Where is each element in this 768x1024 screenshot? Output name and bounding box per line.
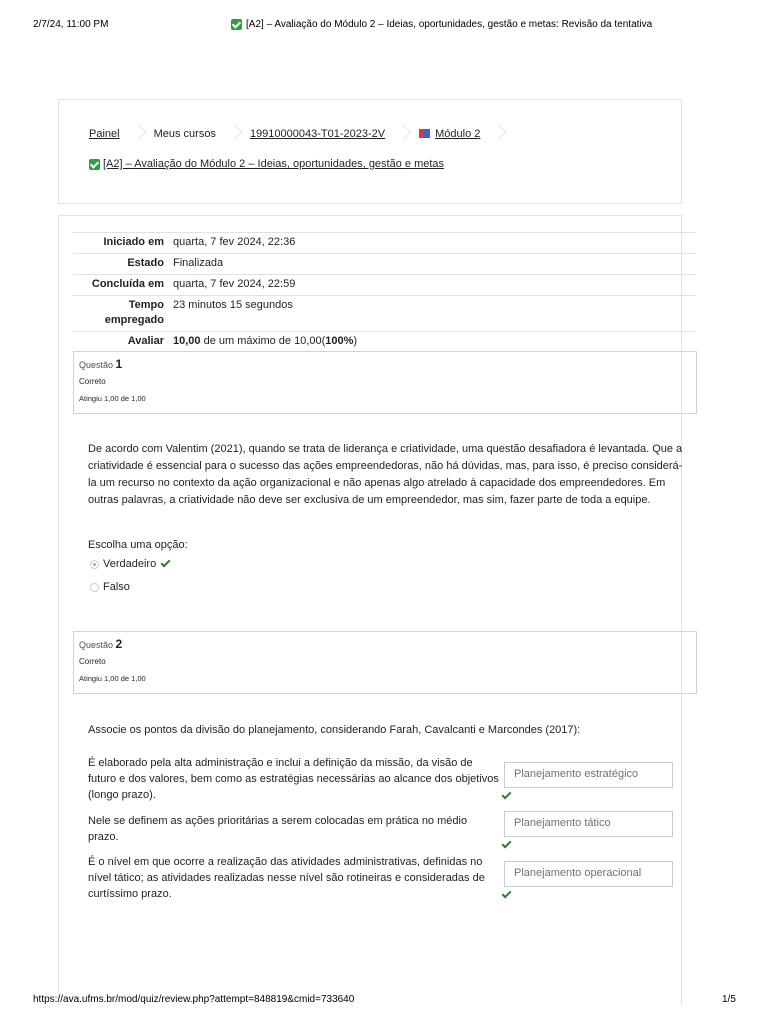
correct-check-icon bbox=[161, 558, 171, 568]
summary-row bbox=[73, 274, 696, 295]
breadcrumb-quiz-link[interactable]: [A2] – Avaliação do Módulo 2 – Ideias, oportunidades, gestão e metas bbox=[103, 158, 445, 170]
summary-value: quarta, 7 fev 2024, 22:36 bbox=[173, 236, 296, 248]
choose-option-prompt: Escolha uma opção: bbox=[88, 539, 188, 551]
summary-row bbox=[73, 295, 696, 331]
breadcrumb-separator-icon bbox=[229, 124, 237, 144]
breadcrumb-separator-icon bbox=[493, 124, 501, 144]
question-number-value: 1 bbox=[115, 357, 123, 371]
question-number bbox=[79, 357, 691, 373]
option-falso[interactable] bbox=[90, 581, 130, 593]
quiz-review bbox=[58, 215, 682, 1005]
breadcrumb-painel[interactable]: Painel bbox=[89, 128, 120, 140]
correct-check-icon bbox=[502, 839, 512, 849]
option-label: Verdadeiro bbox=[103, 558, 157, 570]
question-text: De acordo com Valentim (2021), quando se trata de liderança e criatividade, uma questão desafiadora é levantada. Que a criatividade é essencial para o sucesso das ações empreendedoras, não há dúvidas, mas, para isso, é preciso considerá-la um recurso no contexto da ação organizacional e não apenas algo atrelado à capacidade dos empreendedores. Em outras palavras, a criatividade não deve ser exclusiva de um empreendedor, mas sim, fazer parte de toda a equipe. bbox=[88, 443, 683, 506]
print-title bbox=[231, 19, 652, 30]
breadcrumb-course[interactable]: 19910000043-T01-2023-2V bbox=[249, 128, 386, 140]
page-header bbox=[58, 99, 682, 204]
summary-row bbox=[73, 232, 696, 253]
question-info bbox=[73, 631, 697, 694]
correct-check-icon bbox=[502, 790, 512, 800]
question-number-value: 2 bbox=[115, 637, 123, 651]
match-answer-select[interactable]: Planejamento tático bbox=[504, 811, 673, 837]
summary-label: Avaliar bbox=[127, 335, 164, 347]
print-url: https://ava.ufms.br/mod/quiz/review.php?attempt=848819&cmid=733640 bbox=[33, 994, 355, 1005]
print-page-number: 1/5 bbox=[722, 994, 736, 1005]
summary-label: Concluída em bbox=[91, 278, 164, 290]
breadcrumb-module-label: Módulo 2 bbox=[435, 128, 481, 140]
summary-row bbox=[73, 331, 696, 352]
print-date: 2/7/24, 11:00 PM bbox=[33, 19, 109, 30]
grade-close: ) bbox=[353, 335, 358, 347]
summary-value: 23 minutos 15 segundos bbox=[173, 299, 293, 311]
grade-score: 10,00 bbox=[173, 335, 201, 347]
attempt-summary-table bbox=[73, 232, 696, 352]
summary-row bbox=[73, 253, 696, 274]
question-status: Correto bbox=[79, 377, 106, 386]
check-box-icon bbox=[89, 159, 100, 170]
match-answer-select[interactable]: Planejamento estratégico bbox=[504, 762, 673, 788]
summary-value: Finalizada bbox=[173, 257, 224, 269]
breadcrumb-current bbox=[89, 158, 444, 170]
radio-button[interactable] bbox=[90, 560, 99, 569]
summary-value: quarta, 7 fev 2024, 22:59 bbox=[173, 278, 296, 290]
summary-label: Iniciado em bbox=[103, 236, 164, 248]
question-number bbox=[79, 637, 691, 653]
summary-grade bbox=[173, 334, 696, 349]
grade-percent: 100% bbox=[325, 335, 354, 347]
match-statement: Nele se definem as ações prioritárias a serem colocadas em prática no médio prazo. bbox=[88, 815, 468, 843]
summary-label: Tempo empregado bbox=[104, 299, 164, 326]
breadcrumb bbox=[89, 124, 514, 144]
question-text: Associe os pontos da divisão do planejamento, considerando Farah, Cavalcanti e Marcondes (2017): bbox=[88, 724, 581, 736]
breadcrumb-meus-cursos: Meus cursos bbox=[153, 128, 216, 140]
question-info bbox=[73, 351, 697, 414]
match-statement: É elaborado pela alta administração e inclui a definição da missão, da visão de futuro e dos valores, bem como as estratégias necessárias ao alcance dos objetivos (longo prazo). bbox=[88, 757, 499, 801]
grade-max: de um máximo de 10,00( bbox=[200, 335, 326, 347]
book-icon bbox=[419, 128, 431, 138]
check-box-icon bbox=[231, 19, 242, 30]
question-grade: Atingiu 1,00 de 1,00 bbox=[79, 394, 146, 403]
correct-check-icon bbox=[502, 889, 512, 899]
match-statement: É o nível em que ocorre a realização das atividades administrativas, definidas no nível tático; as atividades realizadas nesse nível são rotineiras e consideradas de curtíssimo prazo. bbox=[88, 856, 485, 900]
option-label: Falso bbox=[103, 581, 130, 593]
breadcrumb-module[interactable] bbox=[419, 128, 480, 140]
option-verdadeiro[interactable] bbox=[90, 558, 168, 570]
match-answer-select[interactable]: Planejamento operacional bbox=[504, 861, 673, 887]
question-prefix: Questão bbox=[79, 640, 114, 650]
question-prefix: Questão bbox=[79, 360, 114, 370]
breadcrumb-separator-icon bbox=[133, 124, 141, 144]
print-title-text: [A2] – Avaliação do Módulo 2 – Ideias, oportunidades, gestão e metas: Revisão da tentativa bbox=[246, 19, 653, 30]
question-grade: Atingiu 1,00 de 1,00 bbox=[79, 674, 146, 683]
summary-label: Estado bbox=[127, 257, 164, 269]
radio-button[interactable] bbox=[90, 583, 99, 592]
question-status: Correto bbox=[79, 657, 106, 666]
breadcrumb-separator-icon bbox=[398, 124, 406, 144]
